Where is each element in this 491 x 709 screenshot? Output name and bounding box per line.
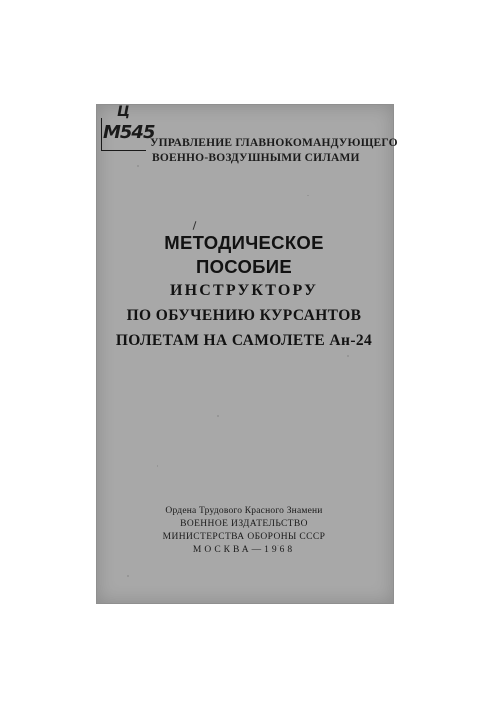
title-line-1: МЕТОДИЧЕСКОЕ xyxy=(164,232,324,253)
paper-speck xyxy=(137,165,139,167)
publisher-line-2: ВОЕННО-ВОЗДУШНЫМИ СИЛАМИ xyxy=(152,152,360,164)
paper-speck xyxy=(307,195,309,196)
paper-speck xyxy=(157,465,158,467)
imprint-line-4: МОСКВА—1968 xyxy=(192,545,296,555)
paper-speck xyxy=(127,575,129,577)
handwritten-catalog-number: M545 xyxy=(103,122,155,143)
imprint-line-1: Ордена Трудового Красного Знамени xyxy=(165,506,323,516)
imprint-line-2: ВОЕННОЕ ИЗДАТЕЛЬСТВО xyxy=(180,519,308,529)
book-title xyxy=(96,231,392,353)
paper-speck xyxy=(347,355,349,357)
imprint-line-3: МИНИСТЕРСТВА ОБОРОНЫ СССР xyxy=(162,532,326,542)
title-line-3: ИНСТРУКТОРУ xyxy=(169,282,319,299)
paper-speck xyxy=(217,415,219,417)
title-line-5: ПОЛЕТАМ НА САМОЛЕТЕ Ан-24 xyxy=(115,332,373,349)
handwritten-top-mark: Ц xyxy=(117,104,130,120)
title-line-4: ПО ОБУЧЕНИЮ КУРСАНТОВ xyxy=(126,307,362,324)
publisher-line-1: УПРАВЛЕНИЕ ГЛАВНОКОМАНДУЮЩЕГО xyxy=(150,137,398,149)
publisher-heading xyxy=(150,136,398,166)
publisher-imprint xyxy=(96,505,392,557)
title-line-2: ПОСОБИЕ xyxy=(195,256,292,277)
